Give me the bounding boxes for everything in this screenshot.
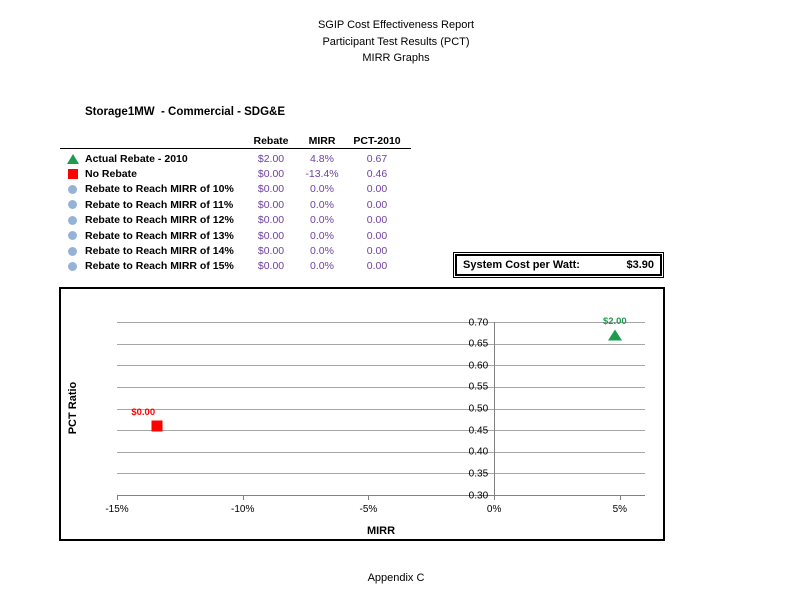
mirr-column-header: MIRR <box>308 134 336 147</box>
report-title-line-3: MIRR Graphs <box>362 52 430 64</box>
legend-table-header <box>60 133 411 149</box>
pct-value: 0.67 <box>366 152 388 165</box>
pct-value: 0.00 <box>366 214 388 227</box>
x-tick <box>117 495 118 500</box>
report-title-line-2: Participant Test Results (PCT) <box>322 35 470 48</box>
table-row <box>60 243 411 258</box>
marker-cell <box>60 262 85 271</box>
circle-marker-icon <box>68 262 77 271</box>
x-tick <box>494 495 495 500</box>
mirr-value: 0.0% <box>310 260 334 273</box>
y-axis-line <box>494 322 495 500</box>
table-row <box>60 166 411 181</box>
pct-value: 0.00 <box>366 245 388 258</box>
pct-value: 0.46 <box>366 168 388 181</box>
mirr-value: 0.0% <box>310 229 334 242</box>
marker-cell <box>60 231 85 240</box>
h-gridline <box>117 344 645 345</box>
table-row <box>60 213 411 228</box>
square-marker-icon <box>68 169 78 179</box>
mirr-value: 0.0% <box>310 198 334 211</box>
marker-cell <box>60 154 85 164</box>
circle-marker-icon <box>68 216 77 225</box>
point-label: $0.00 <box>131 406 156 418</box>
y-tick-label: 0.30 <box>468 490 489 501</box>
x-tick-label: -15% <box>105 504 129 515</box>
circle-marker-icon <box>68 185 77 194</box>
report-title-block <box>0 17 792 67</box>
h-gridline <box>117 452 645 453</box>
mirr-value: 0.0% <box>310 214 334 227</box>
series-label: Rebate to Reach MIRR of 14% <box>85 245 234 258</box>
table-row <box>60 228 411 243</box>
system-cost-label: System Cost per Watt: <box>463 259 580 271</box>
series-label: No Rebate <box>85 168 137 181</box>
pct-value: 0.00 <box>366 229 388 242</box>
circle-marker-icon <box>68 247 77 256</box>
series-label: Rebate to Reach MIRR of 13% <box>85 229 234 242</box>
rebate-column-header: Rebate <box>253 134 289 147</box>
x-axis-line <box>117 495 645 496</box>
rebate-value: $0.00 <box>257 183 285 196</box>
system-cost-value: $3.90 <box>626 259 654 271</box>
x-tick-label: 0% <box>486 504 502 515</box>
h-gridline <box>117 409 645 410</box>
h-gridline <box>117 365 645 366</box>
x-tick <box>620 495 621 500</box>
x-tick <box>368 495 369 500</box>
series-label: Rebate to Reach MIRR of 12% <box>85 214 234 227</box>
y-tick-label: 0.70 <box>468 317 489 328</box>
rebate-value: $0.00 <box>257 245 285 258</box>
x-tick-label: -10% <box>231 504 255 515</box>
square-marker-icon <box>152 420 163 431</box>
point-label: $2.00 <box>602 315 627 327</box>
y-axis-title: PCT Ratio <box>67 381 79 435</box>
y-tick-label: 0.65 <box>468 338 489 350</box>
marker-cell <box>60 216 85 225</box>
h-gridline <box>117 322 645 323</box>
h-gridline <box>117 387 645 388</box>
system-cost-box <box>455 254 662 276</box>
y-tick-label: 0.45 <box>468 425 489 437</box>
legend-table <box>60 133 411 274</box>
y-tick-label: 0.35 <box>468 468 489 480</box>
marker-cell <box>60 247 85 256</box>
pct-value: 0.00 <box>366 183 388 196</box>
report-title-line-1: SGIP Cost Effectiveness Report <box>317 19 475 31</box>
rebate-value: $2.00 <box>257 152 285 165</box>
section-title: Storage1MW - Commercial - SDG&E <box>85 106 286 118</box>
y-tick-label: 0.55 <box>468 381 489 393</box>
mirr-value: 4.8% <box>310 152 334 165</box>
h-gridline <box>117 473 645 474</box>
x-tick <box>243 495 244 500</box>
table-row <box>60 151 411 166</box>
legend-table-rows <box>60 151 411 274</box>
table-row <box>60 182 411 197</box>
mirr-value: -13.4% <box>305 168 339 181</box>
h-gridline <box>117 430 645 431</box>
rebate-value: $0.00 <box>257 198 285 211</box>
table-row <box>60 197 411 212</box>
triangle-marker-icon <box>67 154 79 164</box>
pct-column-header: PCT-2010 <box>353 134 401 147</box>
triangle-marker-icon <box>608 329 622 340</box>
mirr-chart <box>59 287 665 541</box>
mirr-value: 0.0% <box>310 245 334 258</box>
x-tick-label: 5% <box>612 504 628 515</box>
appendix-footer: Appendix C <box>367 572 425 584</box>
marker-cell <box>60 200 85 209</box>
table-row <box>60 259 411 274</box>
marker-cell <box>60 185 85 194</box>
rebate-value: $0.00 <box>257 229 285 242</box>
y-tick-label: 0.50 <box>468 403 489 415</box>
y-tick-label: 0.40 <box>468 446 489 458</box>
marker-cell <box>60 169 85 179</box>
y-tick-label: 0.60 <box>468 360 489 372</box>
rebate-value: $0.00 <box>257 214 285 227</box>
circle-marker-icon <box>68 231 77 240</box>
pct-value: 0.00 <box>366 260 388 273</box>
circle-marker-icon <box>68 200 77 209</box>
rebate-value: $0.00 <box>257 168 285 181</box>
series-label: Rebate to Reach MIRR of 10% <box>85 183 234 196</box>
x-axis-title: MIRR <box>366 525 396 537</box>
x-tick-label: -5% <box>359 504 378 515</box>
series-label: Rebate to Reach MIRR of 15% <box>85 260 234 273</box>
series-label: Actual Rebate - 2010 <box>85 152 188 165</box>
rebate-value: $0.00 <box>257 260 285 273</box>
series-label: Rebate to Reach MIRR of 11% <box>85 198 234 211</box>
mirr-value: 0.0% <box>310 183 334 196</box>
pct-value: 0.00 <box>366 198 388 211</box>
